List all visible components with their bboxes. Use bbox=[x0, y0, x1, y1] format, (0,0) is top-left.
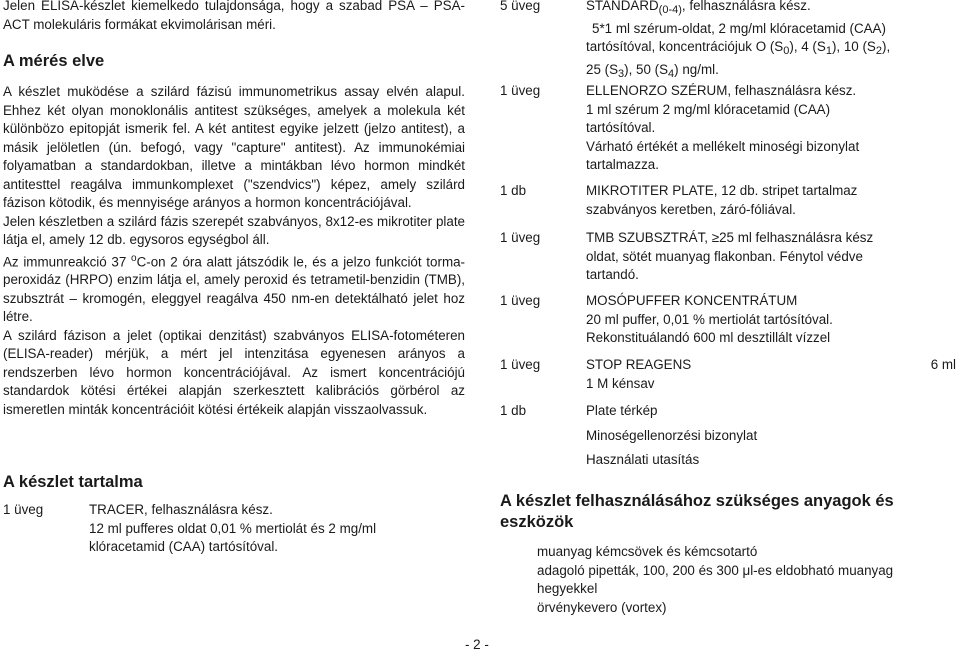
kit-item-stop-reagent bbox=[500, 356, 956, 393]
heading-measure-principle: A mérés elve bbox=[3, 52, 105, 70]
item-line: szabványos keretben, záró-fóliával. bbox=[586, 201, 796, 217]
item-line: ELLENORZO SZÉRUM, felhasználásra kész. bbox=[586, 83, 857, 98]
kit-item-tracer bbox=[3, 501, 465, 557]
list-item: örvénykevero (vortex) bbox=[537, 599, 667, 615]
heading-required-materials: A készlet felhasználásához szükséges anyagok és eszközök bbox=[500, 492, 894, 531]
item-line: Használati utasítás bbox=[586, 452, 700, 467]
principle-paragraph-2: Jelen készletben a szilárd fázis szerepét szabványos, 8x12-es mikrotiter plate látja el, amely 12 db. egysoros egységbol áll. bbox=[3, 213, 465, 247]
item-quantity: 1 üveg bbox=[500, 83, 541, 98]
item-quantity: 1 üveg bbox=[500, 230, 541, 245]
item-line: TMB SZUBSZTRÁT, ≥25 ml felhasználásra kész bbox=[586, 230, 874, 245]
kit-item-standard bbox=[500, 0, 956, 83]
kit-item-microtiter-plate bbox=[500, 182, 956, 219]
item-line: MOSÓPUFFER KONCENTRÁTUM bbox=[586, 293, 798, 308]
item-line: 12 ml pufferes oldat 0,01 % mertiolát és 2 mg/ml bbox=[89, 520, 377, 536]
item-line: Várható értékét a mellékelt minoségi bizonylat bbox=[586, 138, 860, 154]
item-line: Plate térkép bbox=[586, 403, 658, 418]
list-item: muanyag kémcsövek és kémcsotartó bbox=[537, 544, 758, 559]
item-quantity: 1 üveg bbox=[500, 357, 541, 372]
item-line: STOP REAGENS bbox=[586, 357, 692, 372]
principle-paragraph-1: A készlet muködése a szilárd fázisú immunometrikus assay elvén alapul. Ehhez két olyan monoklonális antitest szükséges, amelyek a molekula két különbözo epitopját ismerik fel. A két antitest egyike jelzett (jelzo antitest), a másik jelöletlen (ún. befogó, vagy "capture" antitest). Az immunokémiai folyamatban a standardokban, illetve a mintákban lévo hormon mindkét antitesttel reagálva immunkomplexet ("szendvics") képez, amely szilárd fázison kötodik, és mennyisége arányos a hormon koncentrációjával. bbox=[3, 84, 465, 210]
item-line: 1 ml szérum 2 mg/ml klóracetamid (CAA) bbox=[586, 101, 831, 117]
item-line: $STANDARD_{(0-4)}$, felhasználásra kész. bbox=[586, 0, 811, 16]
item-quantity: 5 üveg bbox=[500, 0, 541, 13]
item-line: 20 ml puffer, 0,01 % mertiolát tartósítóval. bbox=[586, 311, 833, 327]
principle-paragraph-4: A szilárd fázison a jelet (optikai denzitást) szabványos ELISA-fotométeren (ELISA-reader) mérjük, a mért jel intenzitása egyenesen arányos a rendszerben lévo hormon koncentrációjával. Az ismert koncentrációjú standardok kötési értékei alapján szerkesztett kalibrációs görbérol az ismeretlen minták koncentrációit kötési értékeik alapján visszaolvassuk. bbox=[3, 327, 465, 417]
item-quantity: 1 db bbox=[500, 403, 527, 418]
principle-paragraph-3: Az immunreakció 37 $^o$C-on 2 óra alatt játszódik le, és a jelzo funkciót torma-peroxidáz (HRPO) enzim látja el, amely peroxid és tetrametil-benzidin (TMB), szubsztrát – kromogén, eleggyel reagálva 450 nm-en detektálható jelet hoz létre. bbox=[3, 252, 465, 325]
item-line: 5*1 ml szérum-oldat, 2 mg/ml klóracetamid (CAA) bbox=[592, 20, 886, 36]
kit-item-wash-buffer bbox=[500, 292, 956, 348]
item-line: Minoségellenorzési bizonylat bbox=[586, 427, 758, 443]
item-line: 1 M kénsav bbox=[586, 375, 655, 391]
kit-item-documents bbox=[500, 402, 956, 470]
heading-kit-contents: A készlet tartalma bbox=[3, 473, 143, 491]
item-line: Rekonstituálandó 600 ml desztillált vízzel bbox=[586, 330, 831, 345]
kit-item-tmb-substrate bbox=[500, 229, 956, 285]
item-amount: 6 ml bbox=[930, 357, 956, 372]
item-line: MIKROTITER PLATE, 12 db. stripet tartalmaz bbox=[586, 183, 858, 198]
intro-paragraph: Jelen ELISA-készlet kiemelkedo tulajdonsága, hogy a szabad PSA – PSA-ACT molekuláris formákat ekvimolárisan méri. bbox=[3, 0, 465, 32]
item-quantity: 1 üveg bbox=[3, 502, 44, 517]
page-number: - 2 - bbox=[465, 637, 489, 652]
item-line: TRACER, felhasználásra kész. bbox=[89, 502, 273, 517]
kit-item-control-serum bbox=[500, 82, 956, 175]
item-line: klóracetamid (CAA) tartósítóval. bbox=[89, 539, 279, 554]
item-line: tartósítóval. bbox=[586, 120, 656, 135]
item-line: tartósítóval, koncentrációjuk O $(S_0)$, 4 $(S_1)$, 10 $(S_2)$, bbox=[586, 39, 891, 57]
item-line: tartalmazza. bbox=[586, 157, 659, 172]
item-line: oldat, sötét muanyag flakonban. Fénytol védve bbox=[586, 248, 863, 264]
item-quantity: 1 db bbox=[500, 183, 527, 198]
item-quantity: 1 üveg bbox=[500, 293, 541, 308]
measure-principle-text bbox=[3, 83, 465, 419]
list-item: adagoló pipetták, 100, 200 és 300 μl-es eldobható muanyag hegyekkel bbox=[537, 562, 894, 596]
item-line: 25 $(S_3)$, 50 $(S_4)$ ng/ml. bbox=[586, 61, 719, 80]
required-materials-list bbox=[537, 543, 957, 617]
item-line: tartandó. bbox=[586, 267, 639, 282]
